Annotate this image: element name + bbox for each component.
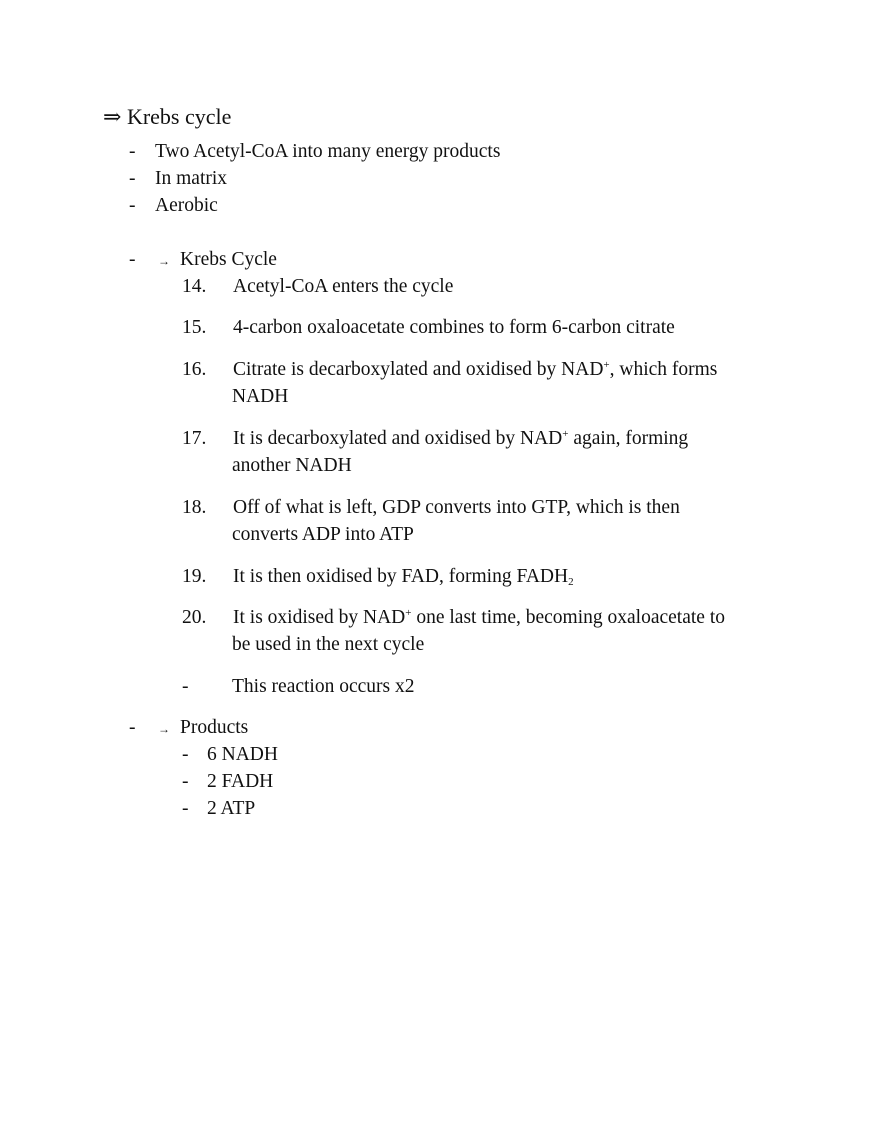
step-text <box>233 606 725 630</box>
text: one last time, becoming oxaloacetate to <box>411 607 725 628</box>
step-text-cont: NADH <box>232 386 289 407</box>
step-text <box>233 358 717 382</box>
dash: - <box>129 717 136 738</box>
heading-title: Krebs cycle <box>126 104 232 129</box>
superscript: + <box>603 359 610 371</box>
section-title: Krebs Cycle <box>180 249 277 270</box>
arrow-right-icon: → <box>158 722 170 736</box>
text: Citrate is decarboxylated and oxidised by NAD <box>233 359 604 380</box>
heading <box>103 105 231 129</box>
step-number: 16. <box>182 359 207 380</box>
step-number: 20. <box>182 607 207 628</box>
step-text: Acetyl-CoA enters the cycle <box>233 276 454 297</box>
dash: - <box>129 168 136 189</box>
step-number: 14. <box>182 276 207 297</box>
dash: - <box>129 141 136 162</box>
dash: - <box>182 771 189 792</box>
bullet-item: Aerobic <box>155 195 218 216</box>
step-number: 15. <box>182 317 207 338</box>
product-item: 6 NADH <box>207 744 278 765</box>
superscript: + <box>562 428 569 440</box>
step-text: 4-carbon oxaloacetate combines to form 6-carbon citrate <box>233 317 675 338</box>
arrow-right-icon: → <box>158 254 170 268</box>
dash: - <box>129 249 136 270</box>
dash: - <box>182 744 189 765</box>
bullet-item: Two Acetyl-CoA into many energy products <box>155 141 501 162</box>
dash: - <box>129 195 136 216</box>
bullet-item: In matrix <box>155 168 228 189</box>
product-item: 2 ATP <box>207 798 256 819</box>
product-item: 2 FADH <box>207 771 274 792</box>
superscript: + <box>405 607 412 619</box>
text: , which forms <box>609 359 718 380</box>
step-text-cont: another NADH <box>232 455 352 476</box>
step-text-cont: converts ADP into ATP <box>232 524 414 545</box>
step-text <box>233 565 574 589</box>
step-text: Off of what is left, GDP converts into GTP, which is then <box>233 497 680 518</box>
text: It is oxidised by NAD <box>233 607 406 628</box>
text: It is then oxidised by FAD, forming FADH <box>233 566 569 587</box>
dash: - <box>182 798 189 819</box>
step-number: 17. <box>182 428 207 449</box>
step-number: 19. <box>182 566 207 587</box>
step-text <box>233 427 688 451</box>
text: It is decarboxylated and oxidised by NAD <box>233 428 563 449</box>
step-number: 18. <box>182 497 207 518</box>
double-arrow-icon: ⇒ <box>103 104 122 129</box>
text: again, forming <box>568 428 689 449</box>
step-text-cont: be used in the next cycle <box>232 634 425 655</box>
note: This reaction occurs x2 <box>232 676 415 697</box>
section-title: Products <box>180 717 249 738</box>
dash: - <box>182 676 189 697</box>
subscript: 2 <box>568 576 574 588</box>
